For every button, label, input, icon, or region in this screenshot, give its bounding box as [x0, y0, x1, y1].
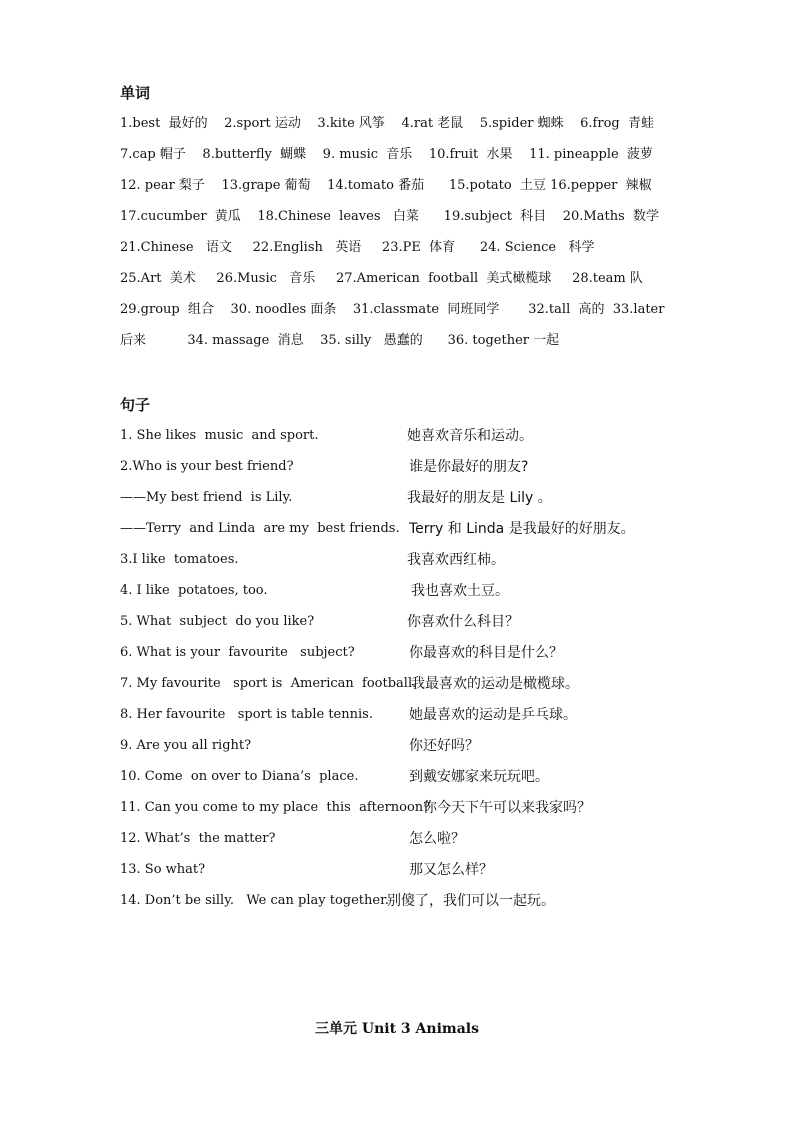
sentence-english: 6. What is your favourite subject? [120, 645, 355, 660]
sentence-english: ——Terry and Linda are my best friends. [120, 521, 400, 536]
sentence-english: 11. Can you come to my place this afternoon? [120, 800, 431, 815]
sentence-english: 12. What’s the matter? [120, 831, 276, 846]
sentence-row [120, 735, 720, 766]
sentence-chinese: 我喜欢西红柿。 [407, 552, 505, 568]
sentence-english: 8. Her favourite sport is table tennis. [120, 707, 373, 722]
sentence-chinese: 你还好吗？ [409, 738, 479, 754]
vocab-line [120, 237, 690, 268]
sentence-row [120, 828, 720, 859]
sentence-row [120, 611, 720, 642]
vocab-line [120, 175, 690, 206]
vocab-line-text: 21.Chinese 语文 22.English 英语 23.PE 体育 24. Science 科学 [120, 240, 595, 255]
sentence-chinese: Terry 和 Linda 是我最好的好朋友。 [409, 521, 635, 537]
sentence-english: ——My best friend is Lily. [120, 490, 293, 505]
sentence-english: 5. What subject do you like? [120, 614, 315, 629]
sentence-english: 3.I like tomatoes. [120, 552, 239, 567]
sentence-english: 13. So what? [120, 862, 206, 877]
sentence-chinese: 到戴安娜家来玩玩吧。 [409, 769, 549, 785]
sentence-row [120, 766, 720, 797]
vocab-line-text: 后来 34. massage 消息 35. silly 愚蠢的 36. together 一起 [120, 333, 560, 348]
sentence-row [120, 673, 720, 704]
sentence-chinese: 她最喜欢的运动是乒乓球。 [409, 707, 577, 723]
sentence-chinese: 别傻了，我们可以一起玩。 [387, 893, 555, 909]
sentence-chinese: 我最喜欢的运动是橄榄球。 [411, 676, 579, 692]
sentence-english: 4. I like potatoes, too. [120, 583, 268, 598]
vocab-line-text: 25.Art 美术 26.Music 音乐 27.American football 美式橄榄球 28.team 队 [120, 271, 643, 286]
sentence-row [120, 518, 720, 549]
vocab-line-text: 17.cucumber 黄瓜 18.Chinese leaves 白菜 19.subject 科目 20.Maths 数学 [120, 209, 660, 224]
sentence-chinese: 她喜欢音乐和运动。 [407, 428, 533, 444]
sentence-chinese: 你喜欢什么科目？ [407, 614, 519, 630]
vocab-line [120, 299, 690, 330]
vocab-line [120, 113, 690, 144]
vocab-line-text: 29.group 组合 30. noodles 面条 31.classmate 同班同学 32.tall 高的 33.later [120, 302, 665, 317]
sentence-row [120, 549, 720, 580]
sentence-chinese: 你今天下午可以来我家吗？ [423, 800, 591, 816]
vocab-heading: 单词 [120, 84, 151, 102]
sentence-row [120, 425, 720, 456]
sentence-row [120, 704, 720, 735]
sentence-chinese: 怎么啦？ [409, 831, 465, 847]
vocab-line [120, 268, 690, 299]
vocab-line [120, 330, 690, 361]
sentence-row [120, 642, 720, 673]
sentence-chinese: 我最好的朋友是 Lily 。 [407, 490, 552, 506]
vocab-line [120, 144, 690, 175]
vocab-line-text: 12. pear 梨子 13.grape 葡萄 14.tomato 番茄 15.potato 土豆 16.pepper 辣椒 [120, 178, 652, 193]
sentence-row [120, 456, 720, 487]
sentence-english: 2.Who is your best friend? [120, 459, 294, 474]
sentence-english: 10. Come on over to Diana’s place. [120, 769, 359, 784]
vocab-line-text: 7.cap 帽子 8.butterfly 蝴蝶 9. music 音乐 10.fruit 水果 11. pineapple 菠萝 [120, 147, 653, 162]
sentence-english: 1. She likes music and sport. [120, 428, 319, 443]
sentence-english: 14. Don’t be silly. We can play together. [120, 893, 390, 908]
sentences-heading: 句子 [120, 396, 151, 414]
sentence-english: 7. My favourite sport is American football. [120, 676, 417, 691]
vocab-line [120, 206, 690, 237]
sentence-row [120, 797, 720, 828]
vocab-list [120, 113, 690, 361]
sentence-row [120, 859, 720, 890]
sentence-chinese: 你最喜欢的科目是什么？ [409, 645, 563, 661]
sentence-row [120, 580, 720, 611]
sentence-chinese: 谁是你最好的朋友? [409, 459, 529, 475]
vocab-line-text: 1.best 最好的 2.sport 运动 3.kite 风筝 4.rat 老鼠 5.spider 蜘蛛 6.frog 青蛙 [120, 116, 654, 131]
sentence-english: 9. Are you all right? [120, 738, 252, 753]
sentence-chinese: 那又怎么样？ [409, 862, 493, 878]
sentence-row [120, 487, 720, 518]
unit-title: 三单元 Unit 3 Animals [315, 1021, 479, 1037]
sentence-list [120, 425, 720, 921]
sentence-chinese: 我也喜欢土豆。 [411, 583, 509, 599]
sentence-row [120, 890, 720, 921]
